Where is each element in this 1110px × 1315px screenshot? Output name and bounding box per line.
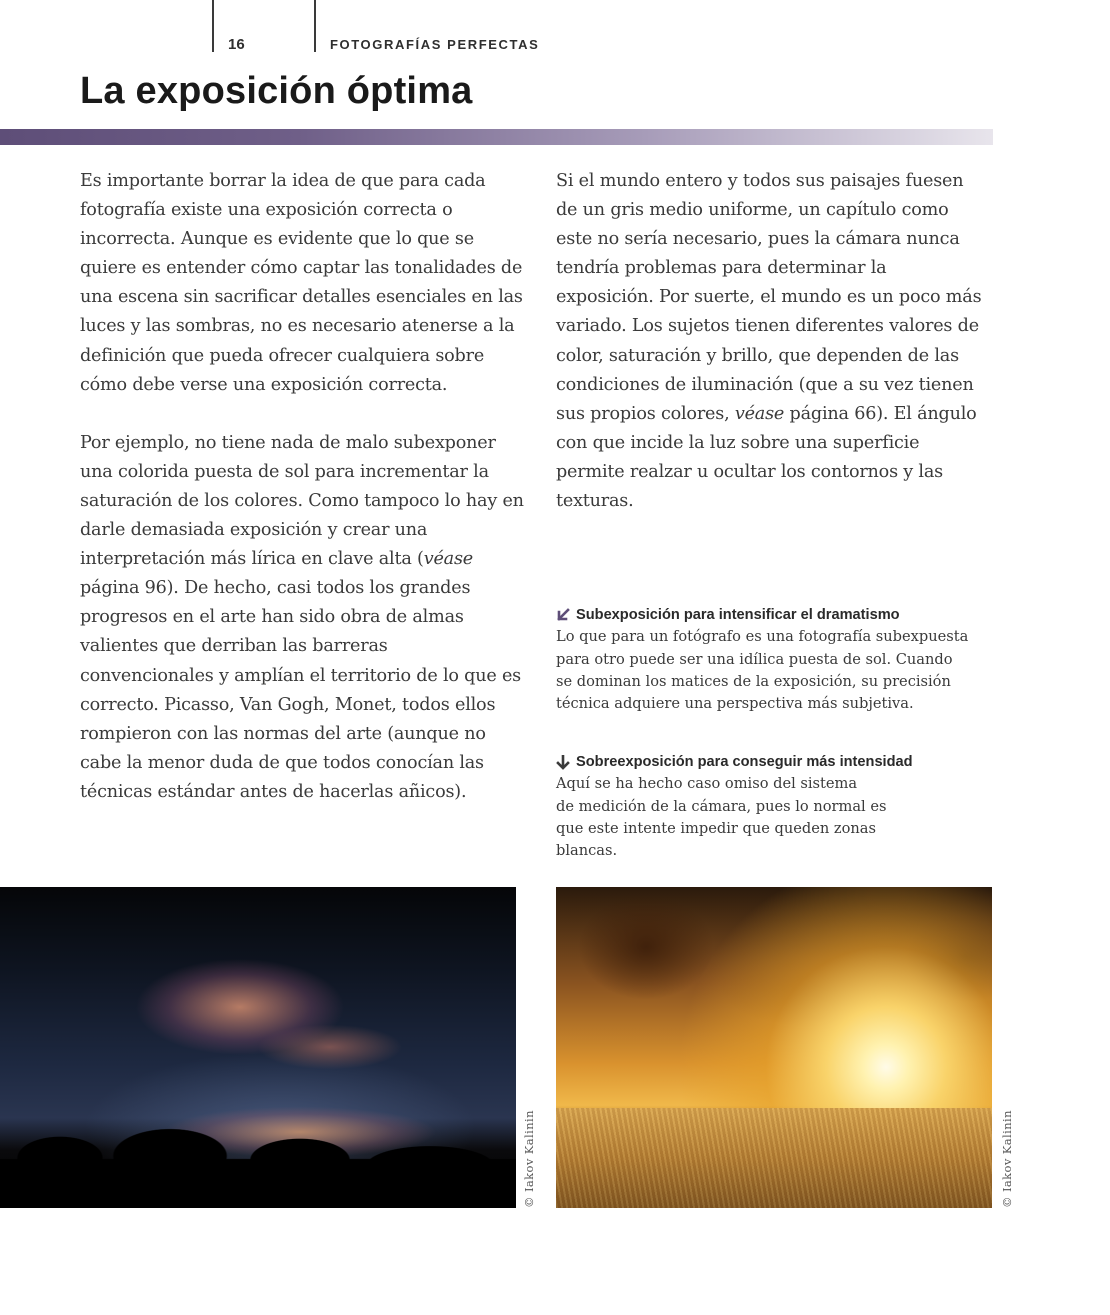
wheat-field	[556, 1108, 992, 1208]
header-rule-right	[314, 0, 316, 52]
left-paragraph-1: Es importante borrar la idea de que para cada fotografía existe una exposición correcta o incorrecta. Aunque es evidente que lo que se quiere es entender cómo captar las tonalidades de una escena sin sacrificar detalles esenciales en las luces y las sombras, no es necesario atenerse a la definición que pueda ofrecer cualquiera sobre cómo debe verse una exposición correcta.	[80, 171, 523, 395]
left-column	[80, 167, 525, 836]
caption-overexposure	[556, 751, 996, 862]
right-column	[556, 167, 986, 545]
caption-text: Aquí se ha hecho caso omiso del sistema de medición de la cámara, pues lo normal es que este intente impedir que queden zonas blancas.	[556, 775, 887, 860]
right-paragraph-1: Si el mundo entero y todos sus paisajes fuesen de un gris medio uniforme, un capítulo como este no sería necesario, pues la cámara nunca tendría problemas para determinar la exposición. Por suerte, el mundo es un poco más variado. Los sujetos tienen diferentes valores de color, saturación y brillo, que dependen de las condiciones de iluminación (que a su vez tienen sus propios colores, véase página 66). El ángulo con que incide la luz sobre una superficie permite realzar u ocultar los contornos y las texturas.	[556, 171, 982, 512]
page-number: 16	[228, 36, 245, 53]
caption-title: Subexposición para intensificar el dramatismo	[576, 607, 900, 623]
tree-silhouette	[0, 1118, 516, 1208]
caption-text: Lo que para un fotógrafo es una fotografía subexpuesta para otro puede ser una idílica puesta de sol. Cuando se dominan los matices de la exposición, su precisión técnica adquiere una perspectiva más subjetiva.	[556, 628, 969, 713]
sunset-underexposed-photo	[0, 887, 516, 1208]
page-title: La exposición óptima	[80, 70, 473, 112]
caption-title: Sobreexposición para conseguir más intensidad	[576, 754, 913, 770]
arrow-down-left-icon	[556, 608, 570, 622]
title-gradient-bar	[0, 129, 993, 145]
photo-credit: © Iakov Kalinin	[522, 1110, 536, 1208]
wheat-field-sunburst-photo	[556, 887, 992, 1208]
left-paragraph-2: Por ejemplo, no tiene nada de malo subexponer una colorida puesta de sol para incrementar la saturación de los colores. Como tampoco lo hay en darle demasiada exposición y crear una interpretación más lírica en clave alta (véase página 96). De hecho, casi todos los grandes progresos en el arte han sido obra de almas valientes que derriban las barreras convencionales y amplían el territorio de lo que es correcto. Picasso, Van Gogh, Monet, todos ellos rompieron con las normas del arte (aunque no cabe la menor duda de que todos conocían las técnicas estándar antes de hacerlas añicos).	[80, 432, 524, 802]
caption-underexposure	[556, 604, 996, 715]
header-rule-left	[212, 0, 214, 52]
running-header: FOTOGRAFÍAS PERFECTAS	[330, 37, 540, 52]
photo-credit: © Iakov Kalinin	[1000, 1110, 1014, 1208]
italic-reference: véase	[423, 549, 473, 570]
arrow-down-icon	[556, 755, 570, 770]
italic-reference: véase	[734, 403, 785, 424]
